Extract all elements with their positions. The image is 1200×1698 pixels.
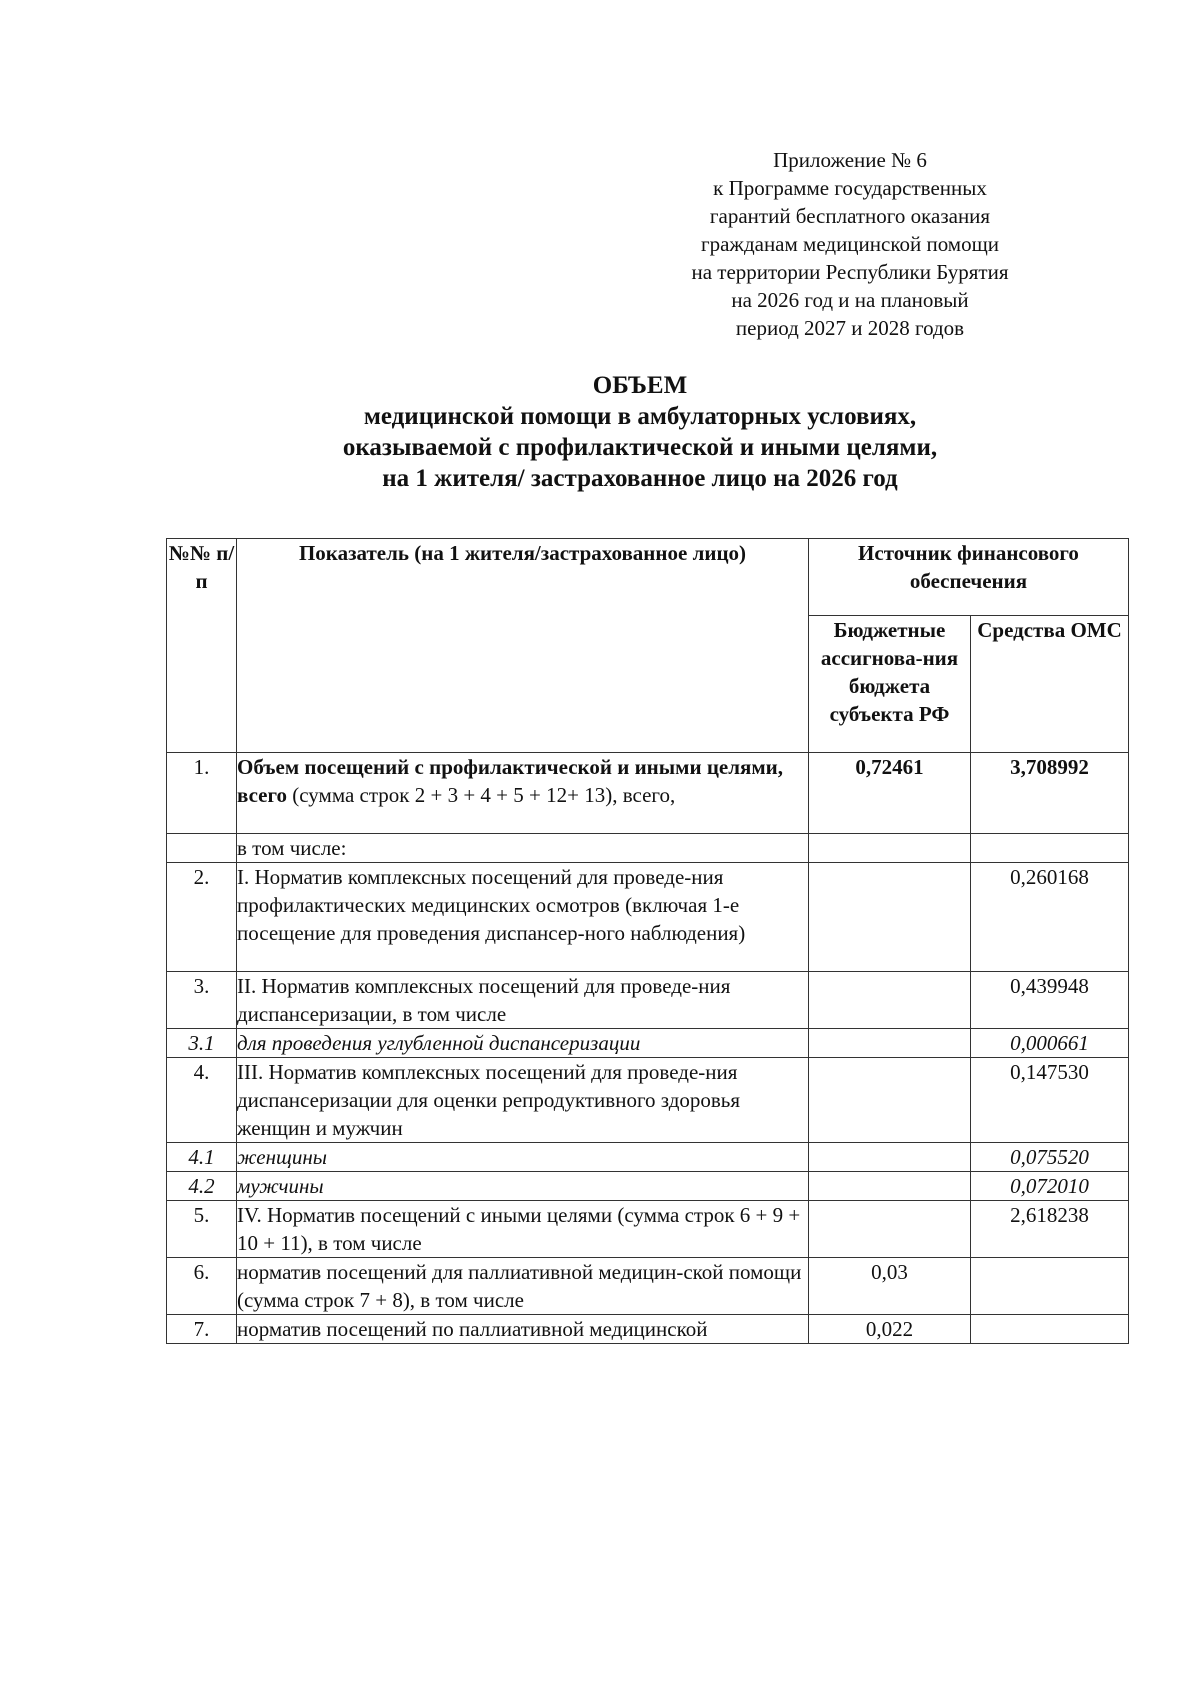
appendix-line: период 2027 и 2028 годов	[735, 316, 965, 340]
row-num: 4.2	[167, 1172, 237, 1201]
title-line: медицинской помощи в амбулаторных условиях,	[363, 403, 917, 430]
row-num: 5.	[167, 1201, 237, 1258]
header-budget: Бюджетные ассигнова-ния бюджета субъекта РФ	[809, 616, 971, 753]
table-row	[167, 1258, 1129, 1315]
row-budget	[809, 1058, 971, 1143]
table-row	[167, 972, 1129, 1029]
table-row	[167, 863, 1129, 972]
appendix-line: на территории Республики Бурятия	[691, 260, 1009, 284]
row-text-bold: Объем посещений с профилактической и иными целями, всего	[237, 755, 784, 807]
row-budget: 0,022	[809, 1315, 971, 1344]
row-num	[167, 834, 237, 863]
row-num: 4.	[167, 1058, 237, 1143]
appendix-line: Приложение № 6	[773, 148, 927, 172]
row-oms: 0,147530	[971, 1058, 1129, 1143]
row-oms: 0,072010	[971, 1172, 1129, 1201]
title-line: на 1 жителя/ застрахованное лицо на 2026 год	[382, 465, 898, 492]
row-text: норматив посещений по паллиативной медицинской	[237, 1315, 809, 1344]
row-text: женщины	[237, 1143, 809, 1172]
table-row	[167, 1201, 1129, 1258]
row-oms: 3,708992	[971, 753, 1129, 834]
row-num: 7.	[167, 1315, 237, 1344]
document-title	[140, 370, 1140, 494]
row-text: для проведения углубленной диспансеризации	[237, 1029, 809, 1058]
table-row	[167, 1029, 1129, 1058]
row-text: I. Норматив комплексных посещений для проведе-ния профилактических медицинских осмотров (включая 1-е посещение для проведения диспансер-ного наблюдения)	[237, 863, 809, 972]
row-oms: 0,439948	[971, 972, 1129, 1029]
row-budget	[809, 1172, 971, 1201]
row-budget	[809, 1029, 971, 1058]
row-oms: 2,618238	[971, 1201, 1129, 1258]
appendix-line: гражданам медицинской помощи	[701, 232, 999, 256]
appendix-line: к Программе государственных	[713, 176, 987, 200]
row-num: 2.	[167, 863, 237, 972]
row-num: 3.	[167, 972, 237, 1029]
table-row	[167, 1315, 1129, 1344]
row-oms	[971, 1258, 1129, 1315]
appendix-line: на 2026 год и на плановый	[731, 288, 969, 312]
row-text: мужчины	[237, 1172, 809, 1201]
row-text: III. Норматив комплексных посещений для проведе-ния диспансеризации для оценки репродуктивного здоровья женщин и мужчин	[237, 1058, 809, 1143]
row-text-rest: (сумма строк 2 + 3 + 4 + 5 + 12+ 13), всего,	[287, 783, 676, 807]
row-budget	[809, 834, 971, 863]
table-row	[167, 1058, 1129, 1143]
row-oms	[971, 1315, 1129, 1344]
row-oms: 0,260168	[971, 863, 1129, 972]
row-oms: 0,000661	[971, 1029, 1129, 1058]
title-line: ОБЪЕМ	[592, 372, 688, 399]
row-budget	[809, 972, 971, 1029]
row-text	[237, 753, 809, 834]
row-budget	[809, 863, 971, 972]
header-indicator: Показатель (на 1 жителя/застрахованное лицо)	[237, 539, 809, 753]
row-budget	[809, 1143, 971, 1172]
table-header-row	[167, 539, 1129, 616]
row-budget	[809, 1201, 971, 1258]
row-text: IV. Норматив посещений с иными целями (сумма строк 6 + 9 + 10 + 11), в том числе	[237, 1201, 809, 1258]
header-num: №№ п/п	[167, 539, 237, 753]
table-row	[167, 1143, 1129, 1172]
row-text: норматив посещений для паллиативной медицин-ской помощи (сумма строк 7 + 8), в том числе	[237, 1258, 809, 1315]
appendix-block	[590, 146, 1110, 342]
appendix-line: гарантий бесплатного оказания	[709, 204, 991, 228]
row-text: в том числе:	[237, 834, 809, 863]
table-row	[167, 1172, 1129, 1201]
volume-table	[166, 538, 1129, 1344]
row-budget: 0,72461	[809, 753, 971, 834]
header-oms: Средства ОМС	[971, 616, 1129, 753]
row-budget: 0,03	[809, 1258, 971, 1315]
table-row	[167, 834, 1129, 863]
row-num: 4.1	[167, 1143, 237, 1172]
row-oms: 0,075520	[971, 1143, 1129, 1172]
title-line: оказываемой с профилактической и иными целями,	[342, 434, 938, 461]
row-text: II. Норматив комплексных посещений для проведе-ния диспансеризации, в том числе	[237, 972, 809, 1029]
row-oms	[971, 834, 1129, 863]
table-row	[167, 753, 1129, 834]
header-source: Источник финансового обеспечения	[809, 539, 1129, 616]
row-num: 6.	[167, 1258, 237, 1315]
row-num: 3.1	[167, 1029, 237, 1058]
row-num: 1.	[167, 753, 237, 834]
